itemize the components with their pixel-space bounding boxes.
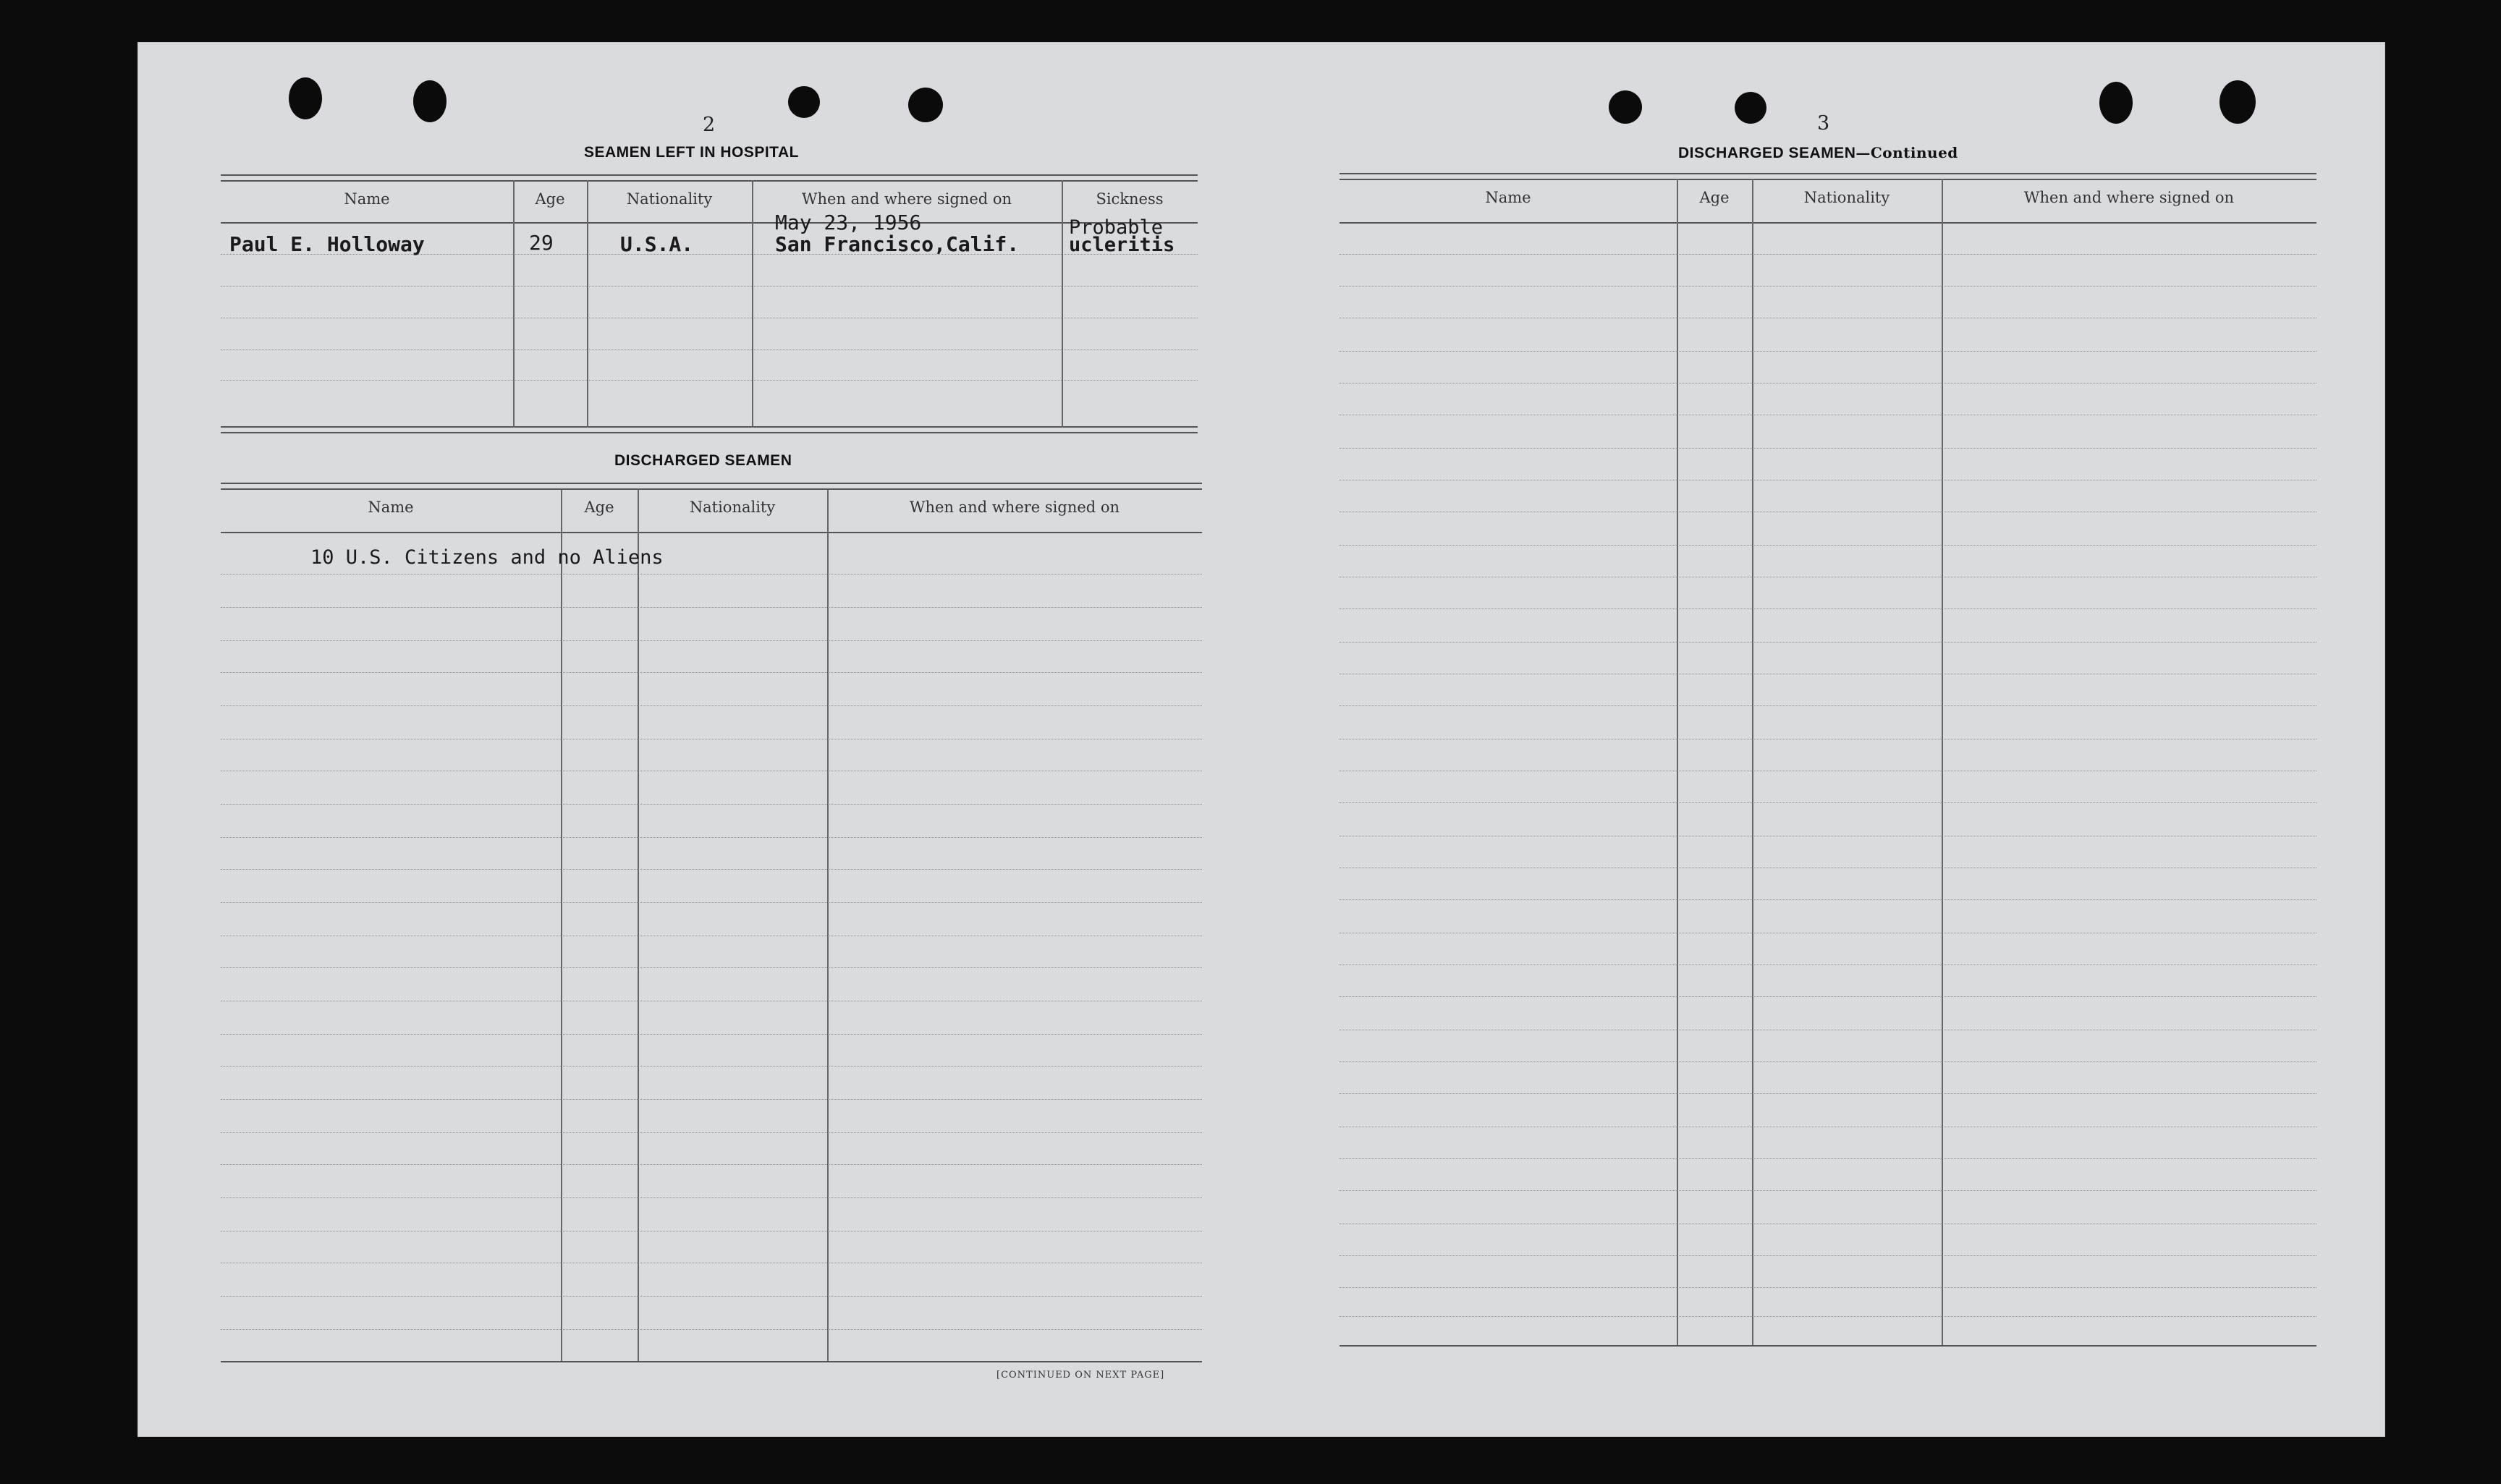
punch-hole bbox=[2099, 82, 2133, 124]
punch-hole bbox=[1735, 92, 1766, 124]
punch-hole bbox=[788, 86, 820, 118]
hospital-row-age: 29 bbox=[529, 231, 554, 255]
col-header-age: Age bbox=[584, 499, 614, 516]
title-continued: —Continued bbox=[1855, 144, 1958, 161]
punch-hole bbox=[289, 77, 322, 119]
col-header-nationality: Nationality bbox=[689, 499, 776, 516]
hospital-section-title: SEAMEN LEFT IN HOSPITAL bbox=[584, 144, 799, 161]
col-header-sickness: Sickness bbox=[1096, 190, 1164, 208]
col-header-age: Age bbox=[535, 190, 565, 208]
punch-hole bbox=[413, 80, 447, 122]
punch-hole bbox=[1609, 90, 1642, 124]
hospital-row-name: Paul E. Holloway bbox=[229, 232, 425, 256]
col-header-name: Name bbox=[344, 190, 390, 208]
col-header-signed-on: When and where signed on bbox=[909, 499, 1120, 516]
hospital-row-nationality: U.S.A. bbox=[620, 232, 694, 256]
col-header-signed-on: When and where signed on bbox=[2023, 189, 2235, 206]
discharged-table-right bbox=[1340, 173, 2316, 1388]
col-header-age: Age bbox=[1699, 189, 1730, 206]
col-header-name: Name bbox=[368, 499, 414, 516]
hospital-table bbox=[221, 174, 1198, 475]
hospital-row-sickness-2: ucleritis bbox=[1069, 234, 1175, 256]
hospital-row-signed-date: May 23, 1956 bbox=[775, 211, 922, 234]
discharged-section-title: DISCHARGED SEAMEN bbox=[614, 452, 792, 469]
title-main: DISCHARGED SEAMEN bbox=[1678, 145, 1856, 161]
punch-hole bbox=[2219, 80, 2256, 124]
col-header-signed-on: When and where signed on bbox=[801, 190, 1012, 208]
hospital-row-signed-place: San Francisco,Calif. bbox=[775, 232, 1020, 256]
col-header-nationality: Nationality bbox=[626, 190, 713, 208]
discharged-table-left bbox=[221, 483, 1202, 1406]
punch-hole bbox=[908, 88, 943, 122]
hospital-row-sickness-1: Probable bbox=[1069, 216, 1164, 239]
page-number-left: 2 bbox=[703, 114, 716, 136]
col-header-nationality: Nationality bbox=[1803, 189, 1890, 206]
continued-note: [CONTINUED ON NEXT PAGE] bbox=[996, 1370, 1165, 1381]
discharged-continued-title bbox=[1678, 144, 1958, 162]
discharged-summary-entry: 10 U.S. Citizens and no Aliens bbox=[310, 546, 664, 569]
col-header-name: Name bbox=[1485, 189, 1531, 206]
document-sheet bbox=[137, 42, 2385, 1437]
page-number-right: 3 bbox=[1817, 112, 1830, 135]
